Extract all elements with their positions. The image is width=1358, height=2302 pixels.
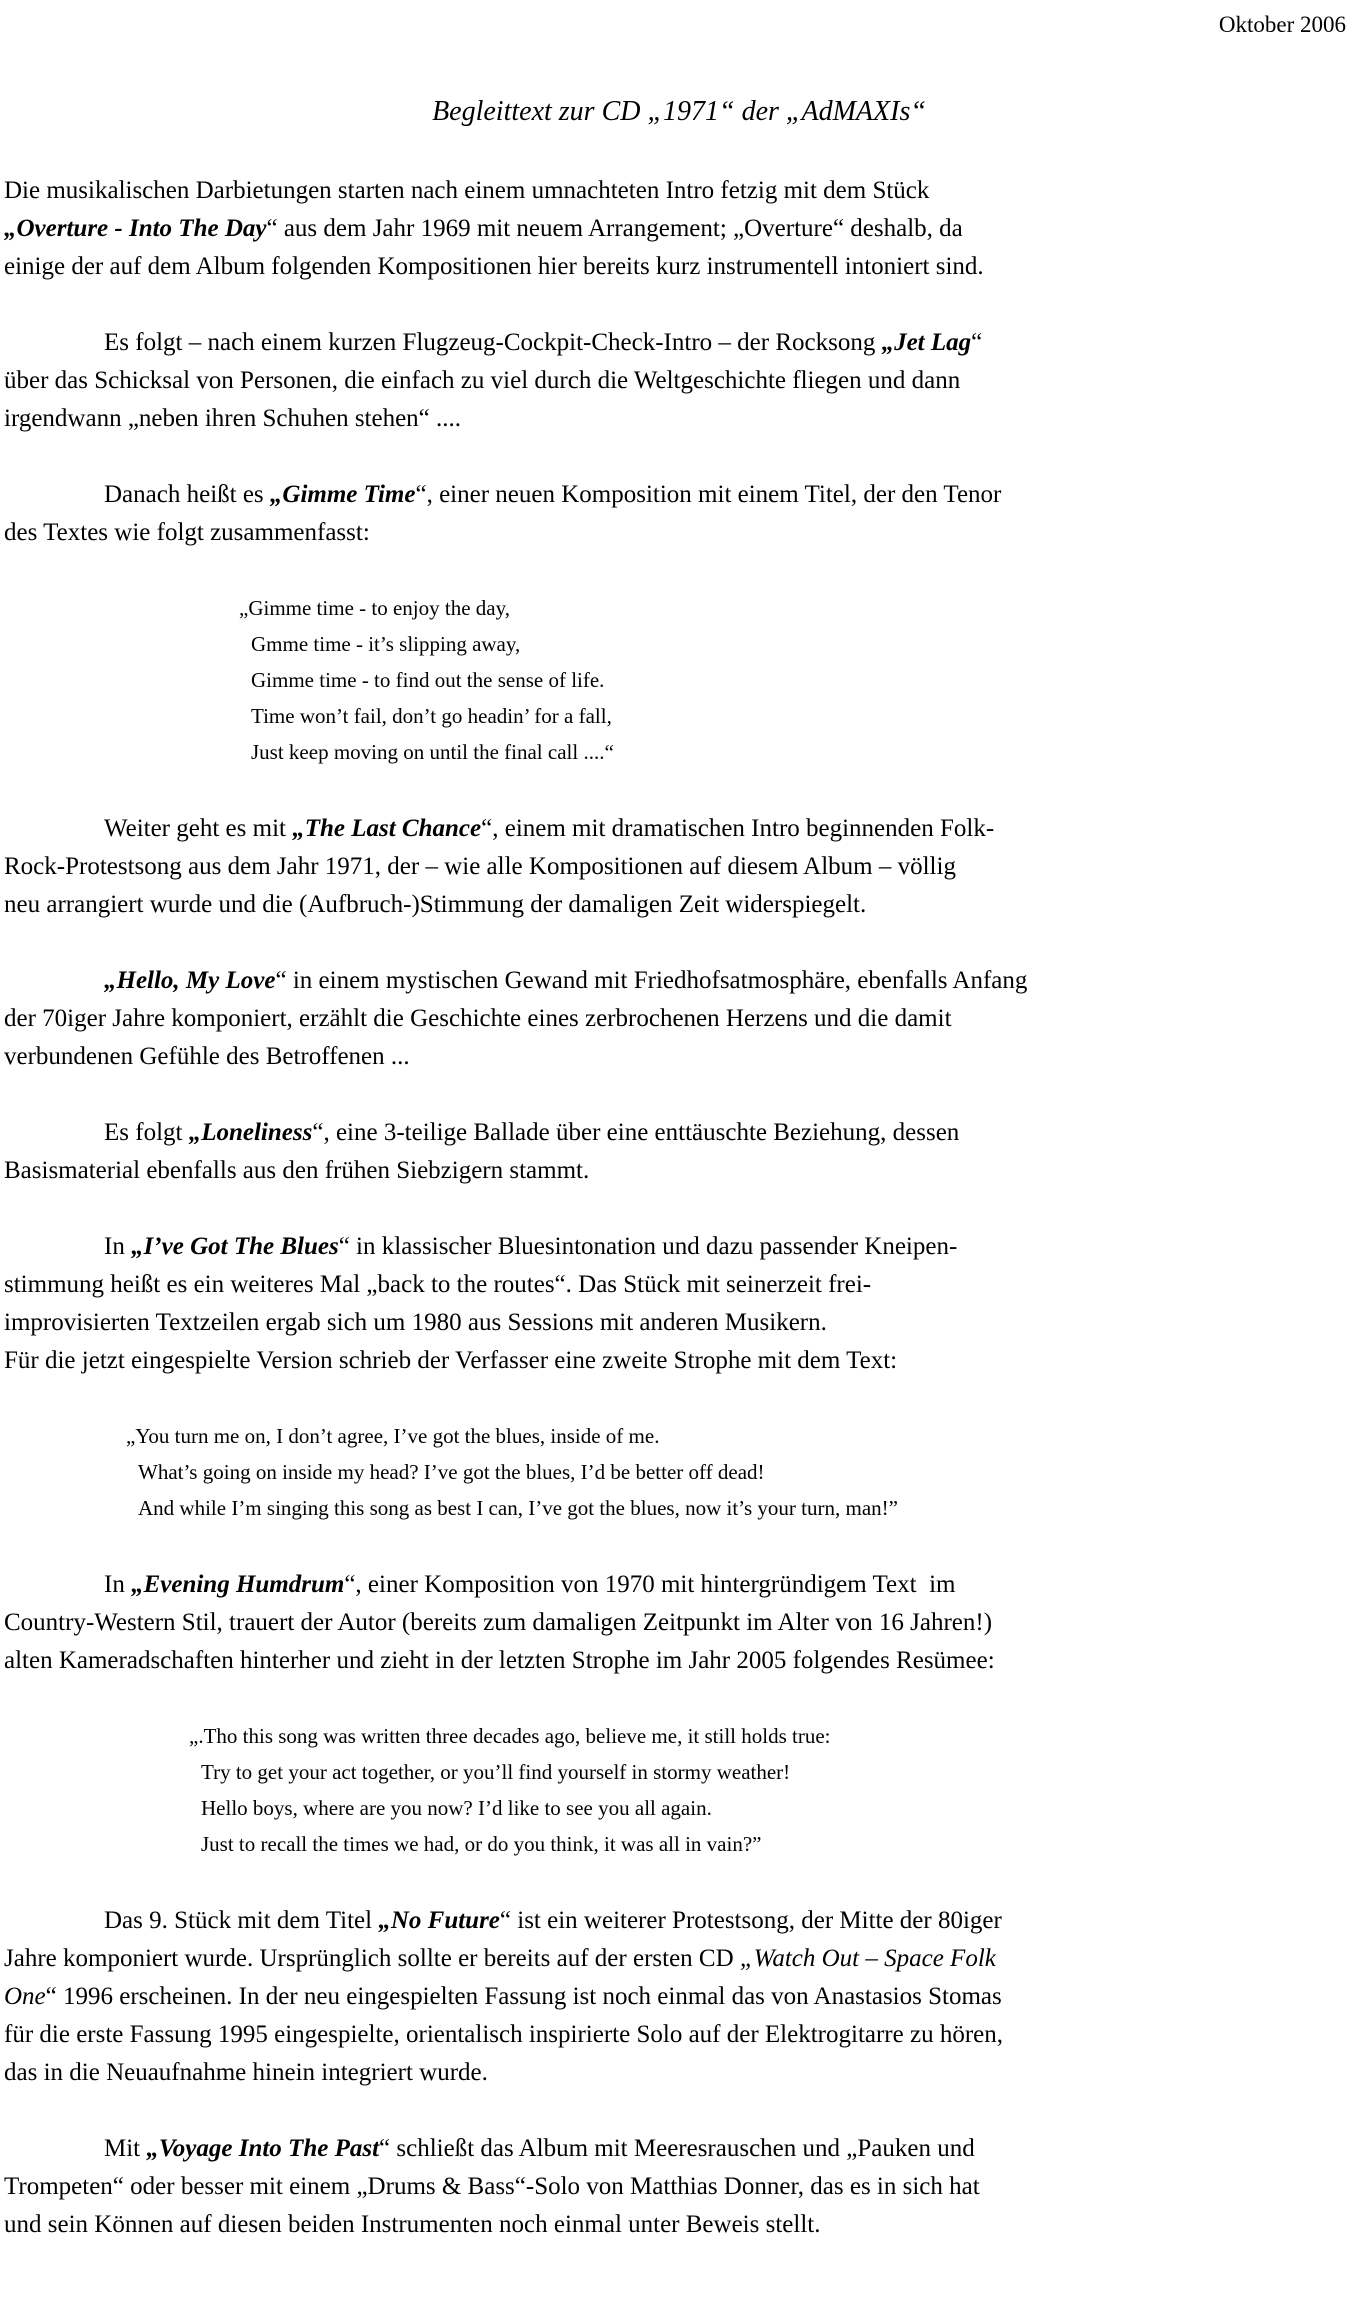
- quote-line: What’s going on inside my head? I’ve got the blues, I’d be better off dead!: [138, 1460, 765, 1484]
- quote-block: [239, 590, 1354, 770]
- paragraph: „Hello, My Love“ in einem mystischen Gewand mit Friedhofsatmosphäre, ebenfalls Anfang der 70iger Jahre komponiert, erzählt die Geschichte eines zerbrochenen Herzens und die damit verbundenen Gefühle des Betroffenen ...: [4, 967, 1028, 1070]
- paragraph: Es folgt – nach einem kurzen Flugzeug-Cockpit-Check-Intro – der Rocksong „Jet Lag“ über das Schicksal von Personen, die einfach zu viel durch die Weltgeschichte fliegen und dann irgendwann „neben ihren Schuhen stehen“ ....: [4, 329, 983, 432]
- document-content: [4, 172, 1354, 2244]
- paragraph: Weiter geht es mit „The Last Chance“, einem mit dramatischen Intro beginnenden Folk- Rock-Protestsong aus dem Jahr 1971, der – wie alle Kompositionen auf diesem Album – völlig neu arrangiert wurde und die (Aufbruch-)Stimmung der damaligen Zeit widerspiegelt.: [4, 815, 995, 918]
- quote-line: Just to recall the times we had, or do you think, it was all in vain?”: [201, 1832, 762, 1856]
- paragraph: Das 9. Stück mit dem Titel „No Future“ ist ein weiterer Protestsong, der Mitte der 80iger Jahre komponiert wurde. Ursprünglich sollte er bereits auf der ersten CD „Watch Out – Space Folk One“ 1996 erscheinen. In der neu eingespielten Fassung ist noch einmal das von Anastasios Stomas für die erste Fassung 1995 eingespielte, orientalisch inspirierte Solo auf der Elektrogitarre zu hören, das in die Neuaufnahme hinein integriert wurde.: [4, 1907, 1003, 2086]
- paragraph: Die musikalischen Darbietungen starten nach einem umnachteten Intro fetzig mit dem Stück „Overture - Into The Day“ aus dem Jahr 1969 mit neuem Arrangement; „Overture“ deshalb, da einige der auf dem Album folgenden Kompositionen hier bereits kurz instrumentell intoniert sind.: [4, 177, 984, 280]
- quote-line: Gimme time - to find out the sense of life.: [251, 668, 605, 692]
- paragraph: Es folgt „Loneliness“, eine 3-teilige Ballade über eine enttäuschte Beziehung, dessen Basismaterial ebenfalls aus den frühen Siebzigern stammt.: [4, 1119, 960, 1184]
- quote-line: „.Tho this song was written three decades ago, believe me, it still holds true:: [189, 1724, 831, 1748]
- paragraph: Mit „Voyage Into The Past“ schließt das Album mit Meeresrauschen und „Pauken und Trompeten“ oder besser mit einem „Drums & Bass“-Solo von Matthias Donner, das es in sich hat und sein Können auf diesen beiden Instrumenten noch einmal unter Beweis stellt.: [4, 2135, 980, 2238]
- document-title: Begleittext zur CD „1971“ der „AdMAXIs“: [432, 96, 926, 127]
- paragraph: In „Evening Humdrum“, einer Komposition von 1970 mit hintergründigem Text im Country-Western Stil, trauert der Autor (bereits zum damaligen Zeitpunkt im Alter von 16 Jahren!) alten Kameradschaften hinterher und zieht in der letzten Strophe im Jahr 2005 folgendes Resümee:: [4, 1571, 995, 1674]
- quote-line: Try to get your act together, or you’ll find yourself in stormy weather!: [201, 1760, 791, 1784]
- quote-block: [189, 1718, 1354, 1862]
- paragraph: Danach heißt es „Gimme Time“, einer neuen Komposition mit einem Titel, der den Tenor des Textes wie folgt zusammenfasst:: [4, 481, 1002, 546]
- quote-line: Just keep moving on until the final call ....“: [251, 740, 614, 764]
- quote-block: [126, 1418, 1354, 1526]
- quote-line: And while I’m singing this song as best I can, I’ve got the blues, now it’s your turn, man!”: [138, 1496, 898, 1520]
- quote-line: „Gimme time - to enjoy the day,: [239, 596, 510, 620]
- quote-line: Hello boys, where are you now? I’d like to see you all again.: [201, 1796, 712, 1820]
- paragraph: In „I’ve Got The Blues“ in klassischer Bluesintonation und dazu passender Kneipen- stimmung heißt es ein weiteres Mal „back to the routes“. Das Stück mit seinerzeit frei- improvisierten Textzeilen ergab sich um 1980 aus Sessions mit anderen Musikern. Für die jetzt eingespielte Version schrieb der Verfasser eine zweite Strophe mit dem Text:: [4, 1233, 958, 1374]
- quote-line: Gmme time - it’s slipping away,: [251, 632, 521, 656]
- document-date: Oktober 2006: [1218, 12, 1346, 37]
- quote-line: Time won’t fail, don’t go headin’ for a fall,: [251, 704, 612, 728]
- quote-line: „You turn me on, I don’t agree, I’ve got the blues, inside of me.: [126, 1424, 660, 1448]
